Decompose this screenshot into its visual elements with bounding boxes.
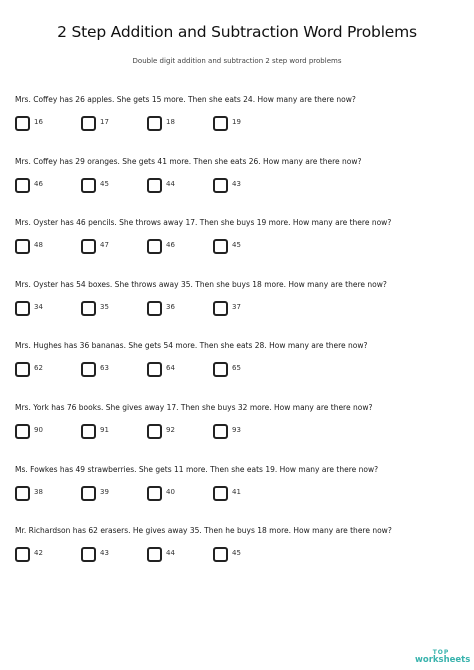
worksheet-title: 2 Step Addition and Subtraction Word Problems	[57, 23, 417, 41]
answer-checkbox[interactable]	[15, 547, 30, 562]
answer-option-label: 45	[232, 549, 241, 558]
answer-option-label: 62	[34, 364, 43, 373]
answer-checkbox[interactable]	[147, 486, 162, 501]
answer-checkbox[interactable]	[81, 424, 96, 439]
question-5	[15, 341, 465, 401]
answer-checkbox[interactable]	[15, 178, 30, 193]
answer-option-label: 38	[34, 487, 43, 496]
question-prompt: Mrs. Oyster has 46 pencils. She throws away 17. Then she buys 19 more. How many are there now?	[15, 218, 392, 228]
answer-checkbox[interactable]	[15, 486, 30, 501]
answer-option-label: 91	[100, 426, 109, 434]
answer-option-label: 18	[166, 118, 175, 126]
logo-line-1: TOP	[432, 648, 450, 656]
answer-option-label: 47	[100, 241, 109, 250]
answer-checkbox[interactable]	[147, 362, 162, 377]
answer-checkbox[interactable]	[81, 116, 96, 131]
answer-checkbox[interactable]	[81, 239, 96, 254]
answer-checkbox[interactable]	[147, 424, 162, 439]
answer-option-label: 63	[100, 364, 109, 373]
answer-option-label: 17	[100, 118, 109, 126]
answer-option-label: 92	[166, 426, 175, 434]
question-prompt: Ms. Fowkes has 49 strawberries. She gets 11 more. Then she eats 19. How many are there now?	[15, 464, 379, 474]
answer-checkbox[interactable]	[147, 116, 162, 131]
answer-checkbox[interactable]	[147, 547, 162, 562]
answer-checkbox[interactable]	[213, 362, 228, 377]
answer-option-label: 36	[166, 302, 175, 311]
answer-option-label: 42	[34, 549, 43, 558]
question-prompt: Mrs. York has 76 books. She gives away 17. Then she buys 32 more. How many are there now?	[15, 403, 373, 412]
answer-checkbox[interactable]	[81, 178, 96, 193]
answer-option-label: 43	[100, 549, 109, 558]
answer-option-label: 41	[232, 487, 241, 496]
question-prompt: Mrs. Hughes has 36 bananas. She gets 54 more. Then she eats 28. How many are there now?	[15, 341, 368, 351]
answer-option-label: 46	[166, 241, 175, 250]
answer-checkbox[interactable]	[81, 547, 96, 562]
answer-checkbox[interactable]	[15, 301, 30, 316]
answer-checkbox[interactable]	[15, 424, 30, 439]
answer-option-label: 19	[232, 118, 241, 126]
answer-checkbox[interactable]	[213, 424, 228, 439]
answer-option-label: 48	[34, 241, 43, 250]
question-6	[15, 403, 465, 463]
answer-option-label: 65	[232, 364, 241, 373]
question-prompt: Mrs. Coffey has 29 oranges. She gets 41 more. Then she eats 26. How many are there now?	[15, 156, 362, 166]
answer-checkbox[interactable]	[81, 486, 96, 501]
answer-option-label: 45	[100, 179, 109, 188]
answer-option-label: 44	[166, 179, 175, 188]
answer-checkbox[interactable]	[213, 301, 228, 316]
answer-option-label: 90	[34, 426, 43, 434]
answer-option-label: 45	[232, 241, 241, 250]
answer-checkbox[interactable]	[81, 301, 96, 316]
question-3	[15, 218, 465, 278]
top-worksheets-logo	[415, 648, 471, 665]
answer-option-label: 43	[232, 179, 241, 188]
answer-checkbox[interactable]	[15, 239, 30, 254]
answer-option-label: 37	[232, 302, 241, 311]
answer-checkbox[interactable]	[213, 547, 228, 562]
answer-option-label: 93	[232, 426, 241, 434]
question-7	[15, 465, 465, 525]
answer-checkbox[interactable]	[213, 239, 228, 254]
worksheet-subtitle: Double digit addition and subtraction 2 step word problems	[132, 57, 342, 65]
answer-checkbox[interactable]	[147, 178, 162, 193]
answer-checkbox[interactable]	[15, 362, 30, 377]
answer-option-label: 64	[166, 364, 175, 373]
question-prompt: Mrs. Coffey has 26 apples. She gets 15 more. Then she eats 24. How many are there now?	[15, 95, 356, 104]
answer-option-label: 34	[34, 302, 43, 311]
answer-checkbox[interactable]	[213, 116, 228, 131]
answer-option-label: 16	[34, 118, 43, 126]
question-prompt: Mr. Richardson has 62 erasers. He gives away 35. Then he buys 18 more. How many are there now?	[15, 526, 392, 536]
question-2	[15, 157, 465, 217]
answer-option-label: 40	[166, 487, 175, 496]
logo-line-2: worksheets	[415, 654, 471, 665]
answer-option-label: 44	[166, 549, 175, 558]
answer-checkbox[interactable]	[147, 301, 162, 316]
question-1	[15, 95, 465, 155]
answer-checkbox[interactable]	[213, 178, 228, 193]
answer-option-label: 46	[34, 179, 43, 188]
answer-checkbox[interactable]	[213, 486, 228, 501]
answer-option-label: 35	[100, 302, 109, 311]
answer-checkbox[interactable]	[147, 239, 162, 254]
answer-option-label: 39	[100, 487, 109, 496]
answer-checkbox[interactable]	[81, 362, 96, 377]
question-8	[15, 526, 465, 586]
answer-checkbox[interactable]	[15, 116, 30, 131]
question-4	[15, 280, 465, 340]
question-prompt: Mrs. Oyster has 54 boxes. She throws away 35. Then she buys 18 more. How many are there now?	[15, 279, 387, 289]
